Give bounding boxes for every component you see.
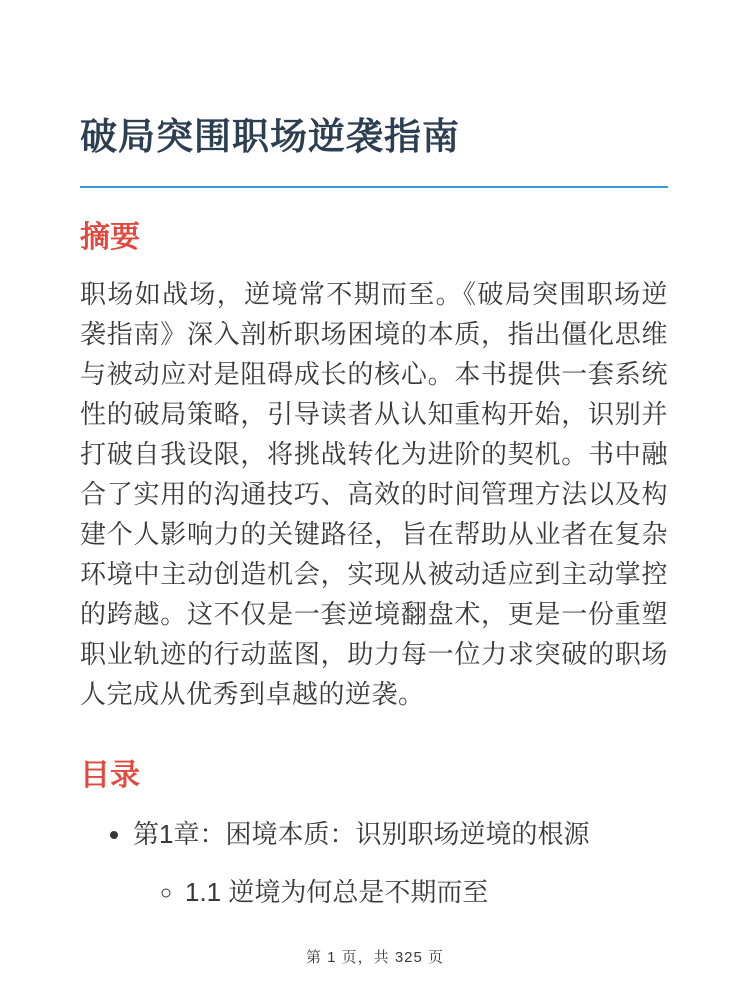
toc-subitem-label: 1.1 逆境为何总是不期而至 bbox=[185, 877, 489, 908]
toc-item bbox=[133, 814, 668, 912]
toc-list bbox=[80, 814, 668, 912]
toc-subitem bbox=[185, 872, 668, 912]
document-page bbox=[80, 0, 668, 912]
page-title: 破局突围职场逆袭指南 bbox=[80, 114, 668, 188]
toc-item-label: 第1章：困境本质：识别职场逆境的根源 bbox=[133, 819, 590, 850]
abstract-heading: 摘要 bbox=[80, 221, 140, 255]
abstract-paragraph: 职场如战场，逆境常不期而至。《破局突围职场逆袭指南》深入剖析职场困境的本质，指出僵化思维与被动应对是阻碍成长的核心。本书提供一套系统性的破局策略，引导读者从认知重构开始，识别并打破自我设限，将挑战转化为进阶的契机。书中融合了实用的沟通技巧、高效的时间管理方法以及构建个人影响力的关键路径，旨在帮助从业者在复杂环境中主动创造机会，实现从被动适应到主动掌控的跨越。这不仅是一套逆境翻盘术，更是一份重塑职业轨迹的行动蓝图，助力每一位力求突破的职场人完成从优秀到卓越的逆袭。 bbox=[80, 279, 668, 710]
page-footer: 第 1 页，共 325 页 bbox=[305, 949, 445, 966]
toc-sublist bbox=[133, 872, 668, 912]
toc-heading: 目录 bbox=[80, 759, 140, 793]
